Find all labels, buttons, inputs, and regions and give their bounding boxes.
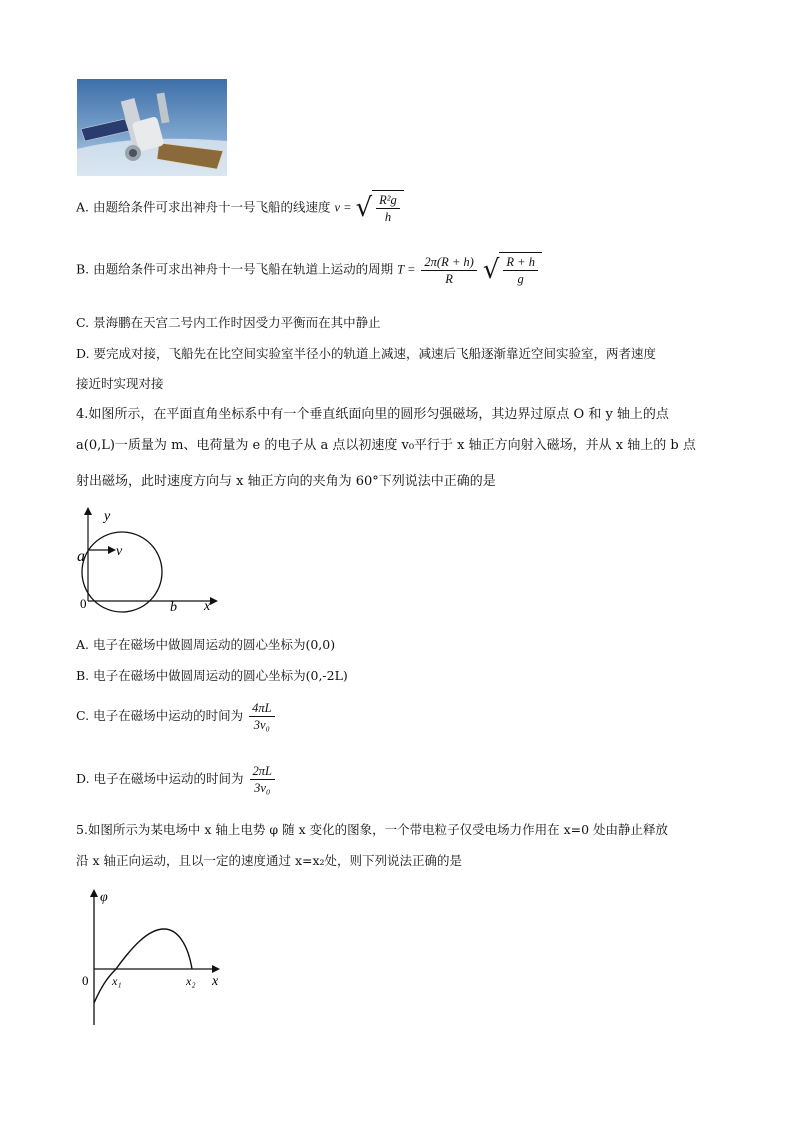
q4-option-c [76, 700, 277, 733]
q4-line1: 4.如图所示，在平面直角坐标系中有一个垂直纸面向里的圆形匀强磁场，其边界过原点 O 和 y 轴上的点 [76, 407, 669, 422]
q4-option-d-den: 3v₀ [254, 781, 271, 795]
point-a-label: a [77, 548, 85, 565]
option-a-lhs: v = [334, 200, 352, 215]
potential-curve [94, 929, 192, 1003]
option-a-num: R²g [376, 192, 400, 209]
option-b-den: R [445, 271, 453, 286]
spacecraft-image [77, 79, 227, 176]
origin-label: 0 [82, 973, 89, 988]
q4-option-a: A. 电子在磁场中做圆周运动的圆心坐标为(0,0) [76, 637, 336, 652]
option-a [76, 190, 404, 226]
option-b-root-num: R + h [503, 254, 538, 271]
q4-option-b: B. 电子在磁场中做圆周运动的圆心坐标为(0,-2L) [76, 668, 348, 683]
x1-label: x₁ [112, 974, 122, 988]
option-b-root-den: g [517, 272, 524, 286]
option-b-sqrt: √ $\frac{R + h}{g}$ [483, 252, 542, 288]
q4-figure [74, 505, 224, 615]
q4-option-c-num: 4πL [249, 700, 274, 717]
velocity-label: v [116, 544, 123, 559]
point-b-label: b [170, 600, 177, 615]
option-a-sqrt: √ $\frac{\text{R²g}}{h}$ [356, 190, 404, 226]
axis-phi-label: φ [100, 890, 108, 905]
option-b-text: B. 由题给条件可求出神舟十一号飞船在轨道上运动的周期 [76, 261, 394, 277]
option-b [76, 252, 542, 288]
q4-option-c-den: 3v₀ [253, 718, 270, 732]
option-b-lhs: T = [397, 262, 416, 277]
space-station-photo-icon [77, 79, 227, 176]
origin-label: 0 [80, 596, 87, 611]
q4-option-c-text: C. 电子在磁场中运动的时间为 [76, 708, 244, 723]
q4-line3: 射出磁场，此时速度方向与 x 轴正方向的夹角为 60°下列说法中正确的是 [76, 474, 496, 489]
option-b-num: 2π(R + h) [421, 254, 476, 271]
q5-figure [74, 885, 234, 1030]
q5-line1: 5.如图所示为某电场中 x 轴上电势 φ 随 x 变化的图象，一个带电粒子仅受电场力作用在 x=0 处由静止释放 [76, 822, 669, 837]
option-a-text: A. 由题给条件可求出神舟十一号飞船的线速度 [76, 199, 331, 215]
q4-option-d-num: 2πL [250, 763, 275, 780]
axis-y-label: y [104, 509, 111, 524]
option-d-line2: 接近时实现对接 [76, 376, 164, 391]
option-c: C. 景海鹏在天宫二号内工作时因受力平衡而在其中静止 [76, 315, 381, 330]
q4-option-d-text: D. 电子在磁场中运动的时间为 [76, 771, 244, 786]
q4-line2: a(0,L)一质量为 m、电荷量为 e 的电子从 a 点以初速度 v₀平行于 x 轴正方向射入磁场，并从 x 轴上的 b 点 [76, 438, 696, 453]
q5-line2: 沿 x 轴正向运动，且以一定的速度通过 x=x₂处，则下列说法正确的是 [76, 853, 463, 868]
option-a-den: h [384, 210, 392, 224]
option-d-line1: D. 要完成对接，飞船先在比空间实验室半径小的轨道上减速，减速后飞船逐渐靠近空间实验室，两者速度 [76, 346, 657, 361]
q4-option-d [76, 763, 277, 796]
axis-x-label: x [204, 599, 211, 614]
axis-x-label: x [212, 974, 219, 989]
x2-label: x₂ [186, 974, 196, 988]
